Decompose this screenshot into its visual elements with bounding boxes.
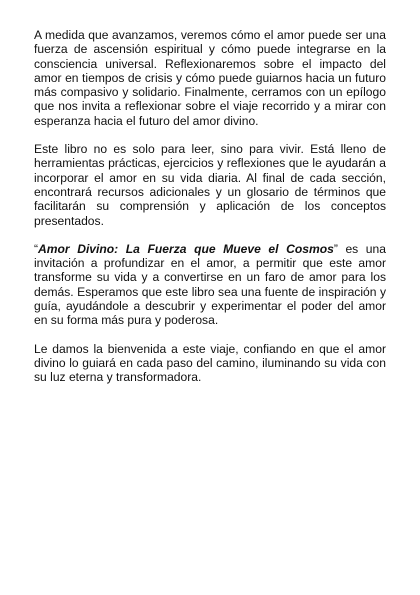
invitation-text: es una invitación a profundizar en el amor, a permitir que este amor transforme su vida y a convertirse en un faro de amor para los demás. Esperamos que este libro sea una fuente de inspiración y guía, ayudándole a descubrir y experimentar el poder del amor en su forma más pura y poderosa.	[34, 241, 386, 328]
paragraph-practical-tools: Este libro no es solo para leer, sino para vivir. Está lleno de herramientas prácticas, ejercicios y reflexiones que le ayudarán a incorporar el amor en su vida diaria. Al final de cada sección, encontrará recursos adicionales y un glosario de términos que facilitarán su comprensión y aplicación de los conceptos presentados.	[34, 142, 386, 228]
paragraph-book-invitation	[34, 242, 386, 328]
close-quote: ”	[333, 241, 338, 256]
paragraph-welcome: Le damos la bienvenida a este viaje, confiando en que el amor divino lo guiará en cada paso del camino, iluminando su vida con su luz eterna y transformadora.	[34, 341, 386, 385]
open-quote: “	[34, 241, 39, 256]
document-page	[34, 28, 386, 399]
paragraph-ascension: A medida que avanzamos, veremos cómo el amor puede ser una fuerza de ascensión espiritual y cómo puede integrarse en la consciencia universal. Reflexionaremos sobre el impacto del amor en tiempos de crisis y cómo puede guiarnos hacia un futuro más compasivo y solidario. Finalmente, cerramos con un epílogo que nos invita a reflexionar sobre el viaje recorrido y a mirar con esperanza hacia el futuro del amor divino.	[34, 28, 386, 128]
book-title: Amor Divino: La Fuerza que Mueve el Cosmos	[38, 241, 334, 256]
